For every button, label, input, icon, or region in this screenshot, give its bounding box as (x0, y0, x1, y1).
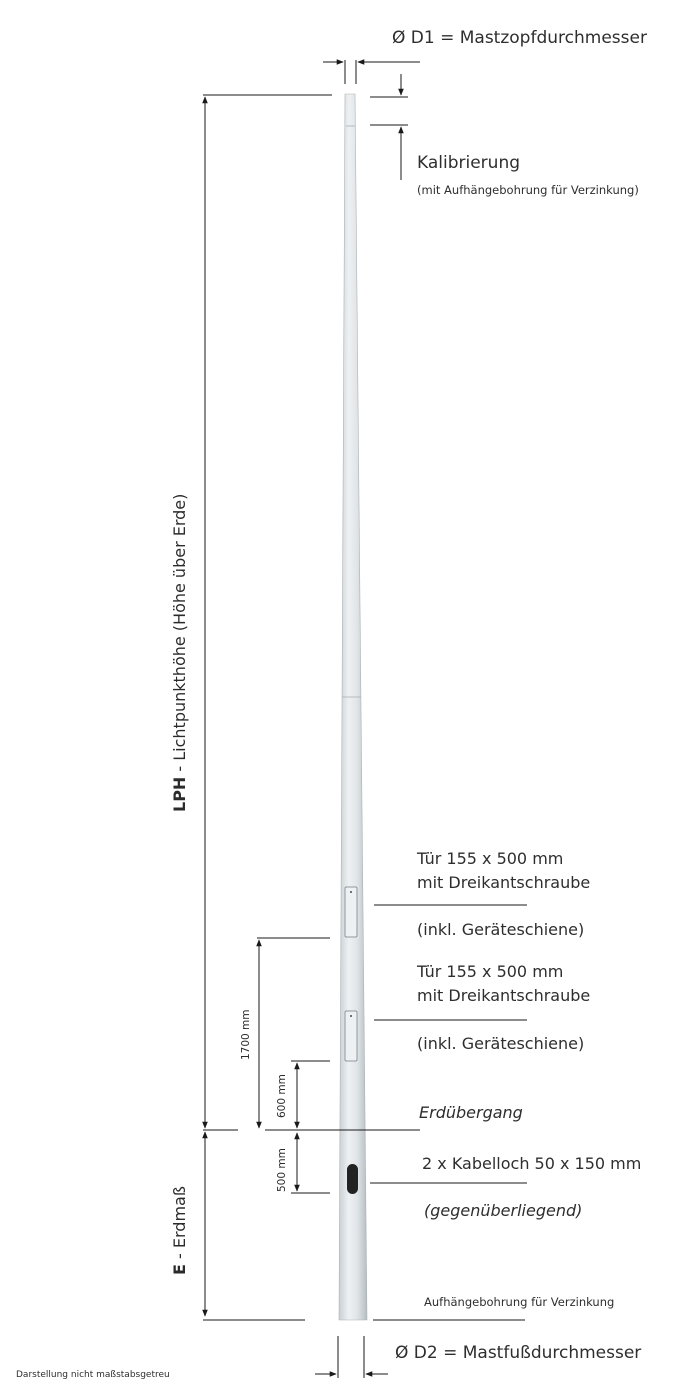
door1-subtitle: mit Dreikantschraube (417, 873, 591, 892)
door-upper-screw (350, 891, 352, 893)
kabelloch-note: (gegenüberliegend) (424, 1201, 583, 1220)
kalibrierung-label: Kalibrierung (417, 153, 521, 173)
aufhaenge-bottom-label: Aufhängebohrung für Verzinkung (424, 1295, 615, 1309)
dim-500-label: 500 mm (276, 1148, 288, 1192)
e-label-abbr: E (170, 1264, 189, 1275)
door-lower-screw (350, 1015, 352, 1017)
e-label (170, 1186, 189, 1275)
door1-note: (inkl. Geräteschiene) (417, 920, 585, 939)
cable-hole (347, 1164, 358, 1194)
e-label-text: - Erdmaß (170, 1186, 189, 1265)
erduebergang-label: Erdübergang (419, 1103, 523, 1122)
door1-title: Tür 155 x 500 mm (417, 849, 564, 868)
door-upper (345, 887, 357, 937)
mast-pole (339, 94, 367, 1320)
door2-subtitle: mit Dreikantschraube (417, 986, 591, 1005)
d1-label: Ø D1 = Mastzopfdurchmesser (392, 28, 647, 48)
d2-label: Ø D2 = Mastfußdurchmesser (395, 1343, 642, 1363)
door-lower (345, 1011, 357, 1061)
lph-label (170, 494, 189, 812)
door2-title: Tür 155 x 500 mm (417, 962, 564, 981)
disclaimer: Darstellung nicht maßstabsgetreu (16, 1370, 170, 1380)
dim-600-label: 600 mm (276, 1074, 288, 1118)
kalibrierung-note: (mit Aufhängebohrung für Verzinkung) (417, 183, 639, 197)
dim-1700-label: 1700 mm (240, 1009, 252, 1060)
lph-label-abbr: LPH (170, 776, 189, 812)
door2-note: (inkl. Geräteschiene) (417, 1034, 585, 1053)
kabelloch-label: 2 x Kabelloch 50 x 150 mm (422, 1154, 642, 1173)
lph-label-text: - Lichtpunkthöhe (Höhe über Erde) (170, 493, 189, 777)
